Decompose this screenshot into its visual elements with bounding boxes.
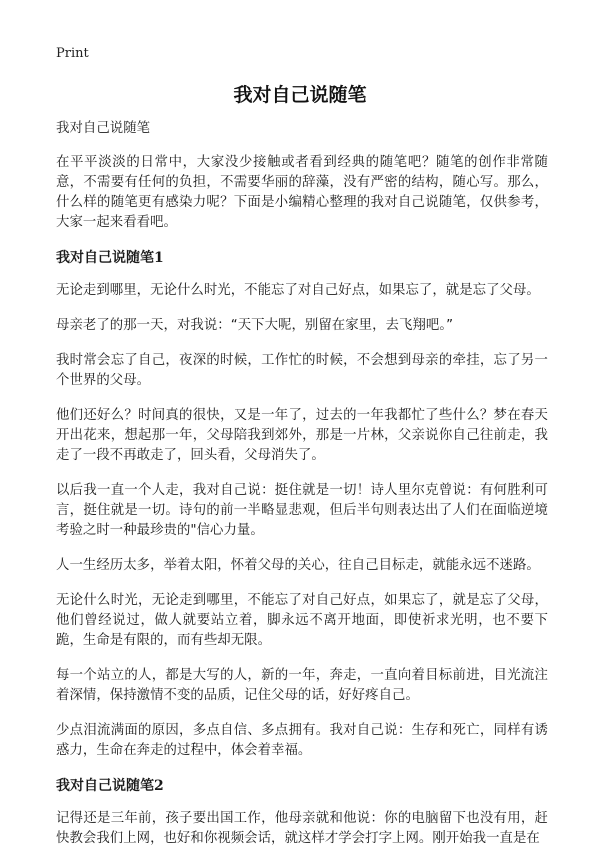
article-subtitle: 我对自己说随笔 xyxy=(56,121,151,136)
paragraph: 无论什么时光，无论走到哪里，不能忘了对自己好点，如果忘了，就是忘了父母，他们曾经说过，做人就要站立着，脚永远不离开地面，即使祈求光明，也不要下跪，生命是有限的，而有些却无限。 xyxy=(56,593,548,648)
paragraph: 每一个站立的人，都是大写的人，新的一年，奔走，一直向着目标前进，目光流注着深情，保持激情不变的品质，记住父母的话，好好疼自己。 xyxy=(56,668,548,703)
paragraph: 无论走到哪里，无论什么时光，不能忘了对自己好点，如果忘了，就是忘了父母。 xyxy=(56,283,540,298)
article-body xyxy=(56,119,548,864)
section-heading-1: 我对自己说随笔1 xyxy=(56,250,164,266)
paragraph: 以后我一直一个人走，我对自己说：挺住就是一切！诗人里尔克曾说：有何胜利可言，挺住就是一切。诗句的前一半略显悲观，但后半句则表达出了人们在面临逆境考验之时一种最珍贵的"信心力量。 xyxy=(56,483,548,538)
intro-paragraph: 在平平淡淡的日常中，大家没少接触或者看到经典的随笔吧？随笔的创作非常随意，不需要有任何的负担，不需要华丽的辞藻，没有严密的结构，随心写。那么，什么样的随笔更有感染力呢？下面是小编精心整理的我对自己说随笔，仅供参考，大家一起来看看吧。 xyxy=(56,155,548,230)
paragraph: 记得还是三年前，孩子要出国工作，他母亲就和他说：你的电脑留下也没有用，赶快教会我们上网，也好和你视频会话，就这样才学会打字上网。刚开始我一直是在 xyxy=(56,811,548,846)
paragraph: 母亲老了的那一天，对我说：“天下大呢，别留在家里，去飞翔吧。” xyxy=(56,318,454,333)
page-title: 我对自己说随笔 xyxy=(233,84,367,106)
paragraph: 我时常会忘了自己，夜深的时候，工作忙的时候，不会想到母亲的牵挂，忘了另一个世界的父母。 xyxy=(56,353,548,388)
section-heading-2: 我对自己说随笔2 xyxy=(56,778,164,794)
paragraph: 他们还好么？时间真的很快，又是一年了，过去的一年我都忙了些什么？梦在春天开出花来，想起那一年，父母陪我到郊外，那是一片林，父亲说你自己往前走，我走了一段不再敢走了，回头看，父母消失了。 xyxy=(56,408,548,463)
print-link[interactable]: Print xyxy=(56,46,89,61)
paragraph: 人一生经历太多，举着太阳，怀着父母的关心，往自己目标走，就能永远不迷路。 xyxy=(56,558,540,573)
paragraph: 少点泪流满面的原因，多点自信、多点拥有。我对自己说：生存和死亡，同样有诱惑力，生命在奔走的过程中，体会着幸福。 xyxy=(56,723,548,758)
